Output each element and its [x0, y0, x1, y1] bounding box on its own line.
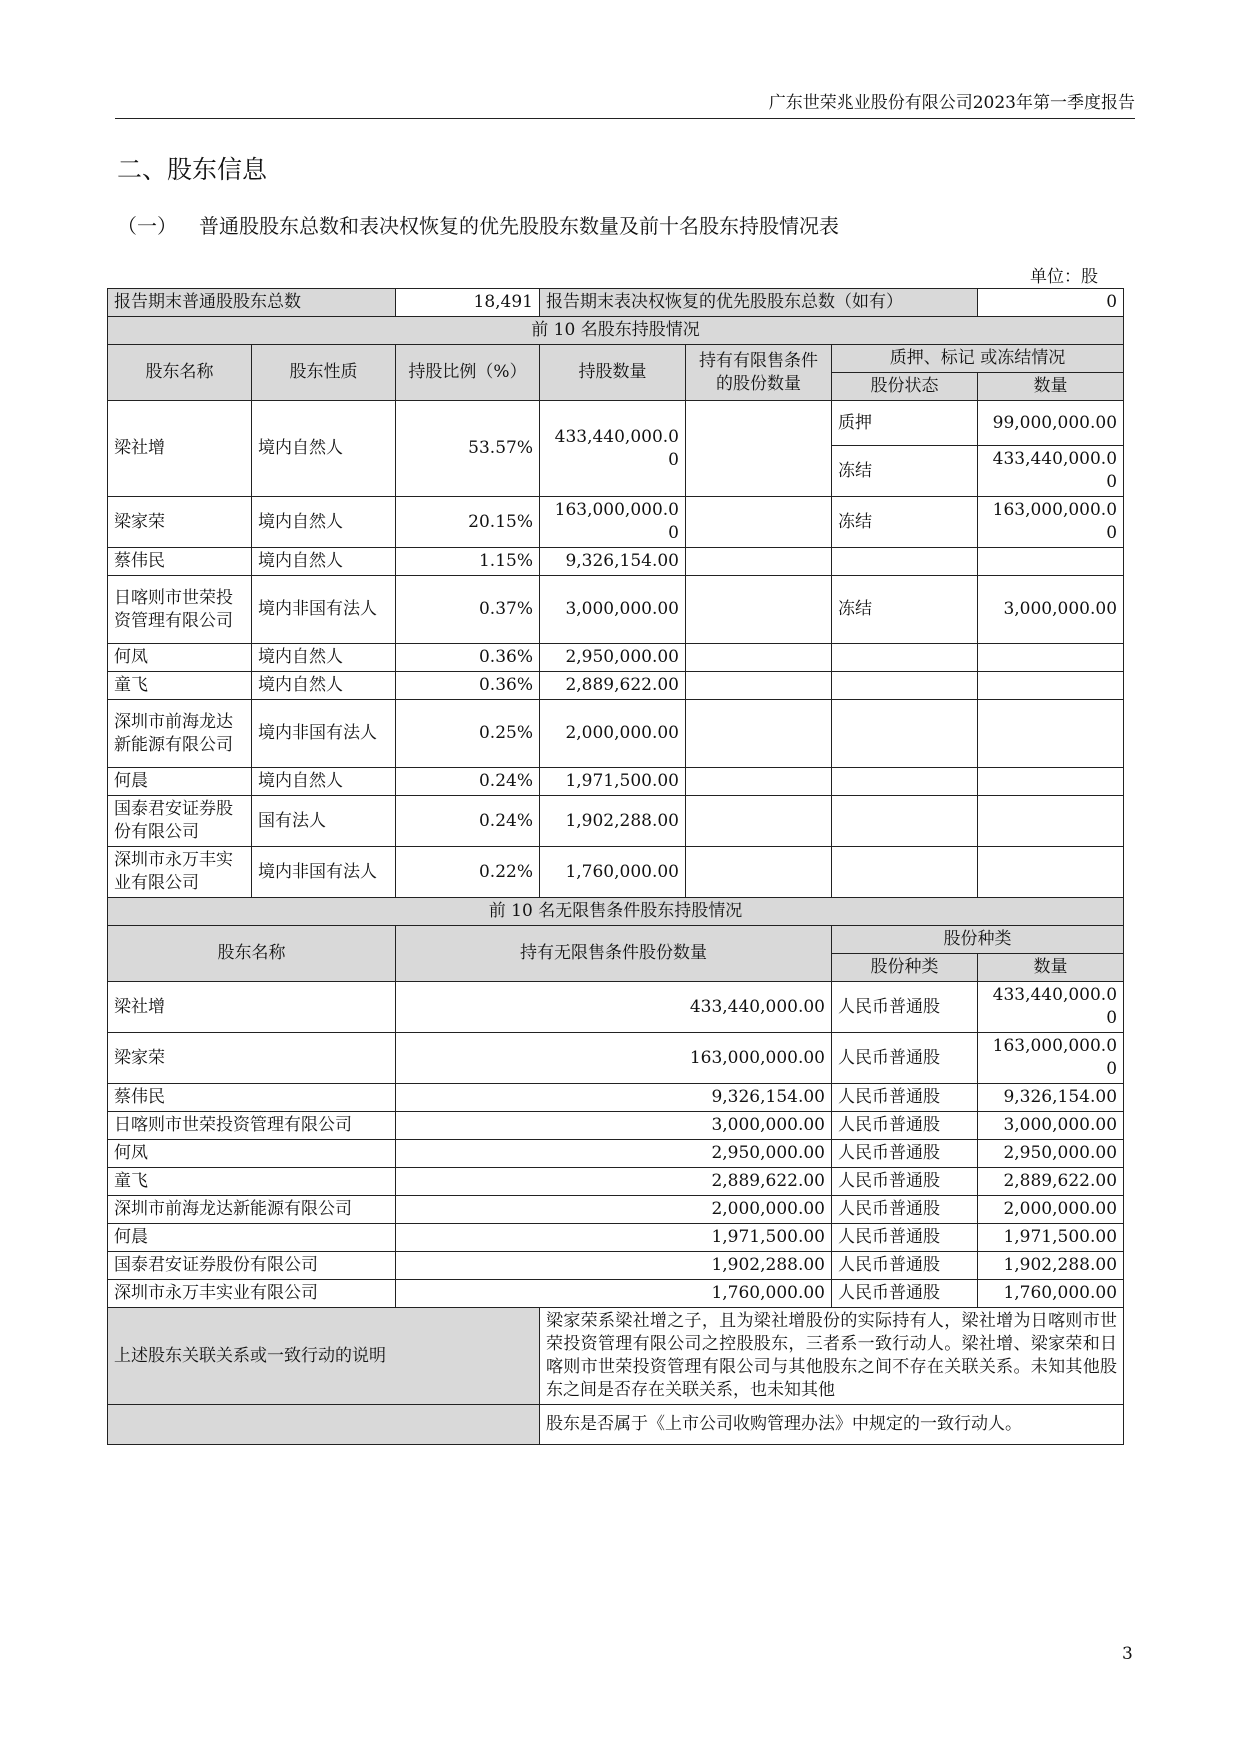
unr-share-amount: 2,950,000.00: [396, 1140, 832, 1168]
header-pledge: 质押、标记 或冻结情况: [832, 345, 1124, 373]
shareholder-name: 童飞: [108, 672, 252, 700]
total-holders-value: 18,491: [396, 289, 540, 317]
header-restricted: 持有有限售条件的股份数量: [686, 345, 832, 401]
unrestricted-row: [108, 1224, 1124, 1252]
header-name: 股东名称: [108, 345, 252, 401]
share-status: [832, 700, 978, 768]
top10-row: [108, 847, 1124, 898]
unr-share-type: 人民币普通股: [832, 1224, 978, 1252]
unrestricted-row: [108, 1084, 1124, 1112]
shareholding-amount: 433,440,000.00: [540, 401, 686, 497]
header-nature: 股东性质: [252, 345, 396, 401]
relation-label: 上述股东关联关系或一致行动的说明: [108, 1308, 540, 1405]
shareholding-amount: 1,902,288.00: [540, 796, 686, 847]
top10-row: [108, 796, 1124, 847]
unr-share-amount: 1,760,000.00: [396, 1280, 832, 1308]
shareholding-ratio: 0.24%: [396, 768, 540, 796]
share-status: 冻结: [832, 446, 978, 497]
unr-shareholder-name: 蔡伟民: [108, 1084, 396, 1112]
unr-share-amount: 3,000,000.00: [396, 1112, 832, 1140]
shareholder-name: 蔡伟民: [108, 548, 252, 576]
share-status-qty: 99,000,000.00: [978, 401, 1124, 446]
share-status: 质押: [832, 401, 978, 446]
restricted-shares: [686, 548, 832, 576]
shareholding-amount: 163,000,000.00: [540, 497, 686, 548]
shareholder-nature: 境内自然人: [252, 768, 396, 796]
restricted-shares: [686, 796, 832, 847]
relation-text: 梁家荣系梁社增之子，且为梁社增股份的实际持有人，梁社增为日喀则市世荣投资管理有限公司之控股股东，三者系一致行动人。梁社增、梁家荣和日喀则市世荣投资管理有限公司与其他股东之间不存在关联关系。未知其他股东之间是否存在关联关系，也未知其他: [540, 1308, 1124, 1405]
share-status-qty: [978, 644, 1124, 672]
shareholder-table: [107, 288, 1124, 1445]
unr-share-type: 人民币普通股: [832, 1280, 978, 1308]
shareholding-amount: 1,971,500.00: [540, 768, 686, 796]
unr-share-amount: 2,889,622.00: [396, 1168, 832, 1196]
unr-header-name: 股东名称: [108, 926, 396, 982]
unrestricted-row: [108, 1168, 1124, 1196]
restricted-shares: [686, 672, 832, 700]
share-status-qty: 433,440,000.00: [978, 446, 1124, 497]
top10-header-row: [108, 345, 1124, 373]
unr-shareholder-name: 童飞: [108, 1168, 396, 1196]
unr-shareholder-name: 深圳市永万丰实业有限公司: [108, 1280, 396, 1308]
shareholding-ratio: 0.36%: [396, 644, 540, 672]
unit-label: 单位：股: [1030, 267, 1098, 287]
summary-row: [108, 289, 1124, 317]
shareholder-name: 梁家荣: [108, 497, 252, 548]
unr-header-amount: 持有无限售条件股份数量: [396, 926, 832, 982]
unr-shareholder-name: 日喀则市世荣投资管理有限公司: [108, 1112, 396, 1140]
share-status: 冻结: [832, 576, 978, 644]
restricted-shares: [686, 497, 832, 548]
restricted-shares: [686, 401, 832, 497]
shareholding-amount: 2,889,622.00: [540, 672, 686, 700]
unr-share-qty: 1,971,500.00: [978, 1224, 1124, 1252]
shareholding-amount: 9,326,154.00: [540, 548, 686, 576]
shareholding-ratio: 0.22%: [396, 847, 540, 898]
shareholder-name: 日喀则市世荣投资管理有限公司: [108, 576, 252, 644]
shareholder-name: 何晨: [108, 768, 252, 796]
share-status: [832, 796, 978, 847]
unrestricted-row: [108, 1280, 1124, 1308]
top10-row: [108, 497, 1124, 548]
shareholder-nature: 境内非国有法人: [252, 576, 396, 644]
share-status-qty: [978, 768, 1124, 796]
shareholding-amount: 2,000,000.00: [540, 700, 686, 768]
unr-share-qty: 9,326,154.00: [978, 1084, 1124, 1112]
share-status-qty: [978, 700, 1124, 768]
share-status: 冻结: [832, 497, 978, 548]
shareholding-ratio: 53.57%: [396, 401, 540, 497]
shareholding-amount: 1,760,000.00: [540, 847, 686, 898]
top10-row: [108, 576, 1124, 644]
unr-share-amount: 2,000,000.00: [396, 1196, 832, 1224]
unr-share-type: 人民币普通股: [832, 982, 978, 1033]
unr-share-type: 人民币普通股: [832, 1112, 978, 1140]
shareholder-nature: 境内自然人: [252, 401, 396, 497]
shareholder-nature: 国有法人: [252, 796, 396, 847]
unr-share-type: 人民币普通股: [832, 1168, 978, 1196]
shareholder-nature: 境内自然人: [252, 672, 396, 700]
unr-share-type: 人民币普通股: [832, 1196, 978, 1224]
share-status: [832, 644, 978, 672]
unrestricted-row: [108, 1140, 1124, 1168]
top10-row: [108, 401, 1124, 446]
subsection-text: 普通股股东总数和表决权恢复的优先股股东数量及前十名股东持股情况表: [199, 214, 839, 238]
preferred-holders-value: 0: [978, 289, 1124, 317]
unr-share-amount: 1,971,500.00: [396, 1224, 832, 1252]
relation-row: [108, 1308, 1124, 1405]
share-status: [832, 672, 978, 700]
shareholder-name: 梁社增: [108, 401, 252, 497]
shareholder-table-body: [108, 289, 1124, 1445]
unr-share-amount: 1,902,288.00: [396, 1252, 832, 1280]
unr-header-qty: 数量: [978, 954, 1124, 982]
unr-shareholder-name: 国泰君安证券股份有限公司: [108, 1252, 396, 1280]
unr-share-type: 人民币普通股: [832, 1140, 978, 1168]
shareholding-ratio: 0.24%: [396, 796, 540, 847]
share-status-qty: [978, 548, 1124, 576]
unr-shareholder-name: 深圳市前海龙达新能源有限公司: [108, 1196, 396, 1224]
unr-share-qty: 433,440,000.00: [978, 982, 1124, 1033]
header-amount: 持股数量: [540, 345, 686, 401]
shareholding-ratio: 1.15%: [396, 548, 540, 576]
unr-shareholder-name: 梁家荣: [108, 1033, 396, 1084]
restricted-shares: [686, 768, 832, 796]
top10-row: [108, 672, 1124, 700]
restricted-shares: [686, 576, 832, 644]
shareholder-name: 深圳市永万丰实业有限公司: [108, 847, 252, 898]
shareholder-nature: 境内自然人: [252, 644, 396, 672]
restricted-shares: [686, 847, 832, 898]
header-qty: 数量: [978, 373, 1124, 401]
unr-share-qty: 2,950,000.00: [978, 1140, 1124, 1168]
shareholder-name: 何凤: [108, 644, 252, 672]
restricted-shares: [686, 644, 832, 672]
unrestricted-row: [108, 982, 1124, 1033]
shareholding-amount: 2,950,000.00: [540, 644, 686, 672]
unr-share-type: 人民币普通股: [832, 1033, 978, 1084]
unr-share-type: 人民币普通股: [832, 1084, 978, 1112]
top10-row: [108, 700, 1124, 768]
section-title: 二、股东信息: [117, 155, 268, 184]
shareholder-nature: 境内自然人: [252, 548, 396, 576]
unrestricted-header-row: [108, 926, 1124, 954]
relation-label-empty: [108, 1405, 540, 1445]
total-holders-label: 报告期末普通股股东总数: [108, 289, 396, 317]
shareholder-name: 国泰君安证券股份有限公司: [108, 796, 252, 847]
top10-row: [108, 548, 1124, 576]
top10-row: [108, 768, 1124, 796]
subsection-title: [117, 210, 839, 239]
relation-text-2: 股东是否属于《上市公司收购管理办法》中规定的一致行动人。: [540, 1405, 1124, 1445]
share-status-qty: 163,000,000.00: [978, 497, 1124, 548]
top10-title: 前 10 名股东持股情况: [108, 317, 1124, 345]
header-status: 股份状态: [832, 373, 978, 401]
page-header: 广东世荣兆业股份有限公司2023年第一季度报告: [115, 92, 1135, 119]
header-ratio: 持股比例（%）: [396, 345, 540, 401]
unrestricted-row: [108, 1196, 1124, 1224]
page-number: 3: [1122, 1644, 1133, 1664]
unr-share-type: 人民币普通股: [832, 1252, 978, 1280]
shareholder-name: 深圳市前海龙达新能源有限公司: [108, 700, 252, 768]
unr-share-qty: 3,000,000.00: [978, 1112, 1124, 1140]
restricted-shares: [686, 700, 832, 768]
shareholder-nature: 境内非国有法人: [252, 700, 396, 768]
relation-row-2: [108, 1405, 1124, 1445]
unr-share-amount: 163,000,000.00: [396, 1033, 832, 1084]
unr-share-qty: 2,000,000.00: [978, 1196, 1124, 1224]
unr-share-qty: 1,760,000.00: [978, 1280, 1124, 1308]
subsection-number: （一）: [117, 214, 177, 238]
shareholding-ratio: 0.37%: [396, 576, 540, 644]
unrestricted-title-row: [108, 898, 1124, 926]
share-status: [832, 847, 978, 898]
unr-shareholder-name: 何晨: [108, 1224, 396, 1252]
top10-title-row: [108, 317, 1124, 345]
share-status: [832, 768, 978, 796]
shareholder-nature: 境内非国有法人: [252, 847, 396, 898]
shareholding-ratio: 0.25%: [396, 700, 540, 768]
unr-shareholder-name: 梁社增: [108, 982, 396, 1033]
unrestricted-row: [108, 1252, 1124, 1280]
share-status-qty: [978, 672, 1124, 700]
unr-share-qty: 2,889,622.00: [978, 1168, 1124, 1196]
share-status: [832, 548, 978, 576]
shareholding-ratio: 0.36%: [396, 672, 540, 700]
unr-share-qty: 163,000,000.00: [978, 1033, 1124, 1084]
shareholder-nature: 境内自然人: [252, 497, 396, 548]
unrestricted-title: 前 10 名无限售条件股东持股情况: [108, 898, 1124, 926]
unrestricted-row: [108, 1112, 1124, 1140]
unr-header-type: 股份种类: [832, 954, 978, 982]
unr-share-amount: 9,326,154.00: [396, 1084, 832, 1112]
preferred-holders-label: 报告期末表决权恢复的优先股股东总数（如有）: [540, 289, 978, 317]
share-status-qty: [978, 847, 1124, 898]
unr-share-qty: 1,902,288.00: [978, 1252, 1124, 1280]
share-status-qty: 3,000,000.00: [978, 576, 1124, 644]
unr-shareholder-name: 何凤: [108, 1140, 396, 1168]
top10-row: [108, 644, 1124, 672]
unrestricted-row: [108, 1033, 1124, 1084]
unr-share-amount: 433,440,000.00: [396, 982, 832, 1033]
unr-header-type-group: 股份种类: [832, 926, 1124, 954]
share-status-qty: [978, 796, 1124, 847]
shareholding-amount: 3,000,000.00: [540, 576, 686, 644]
shareholding-ratio: 20.15%: [396, 497, 540, 548]
